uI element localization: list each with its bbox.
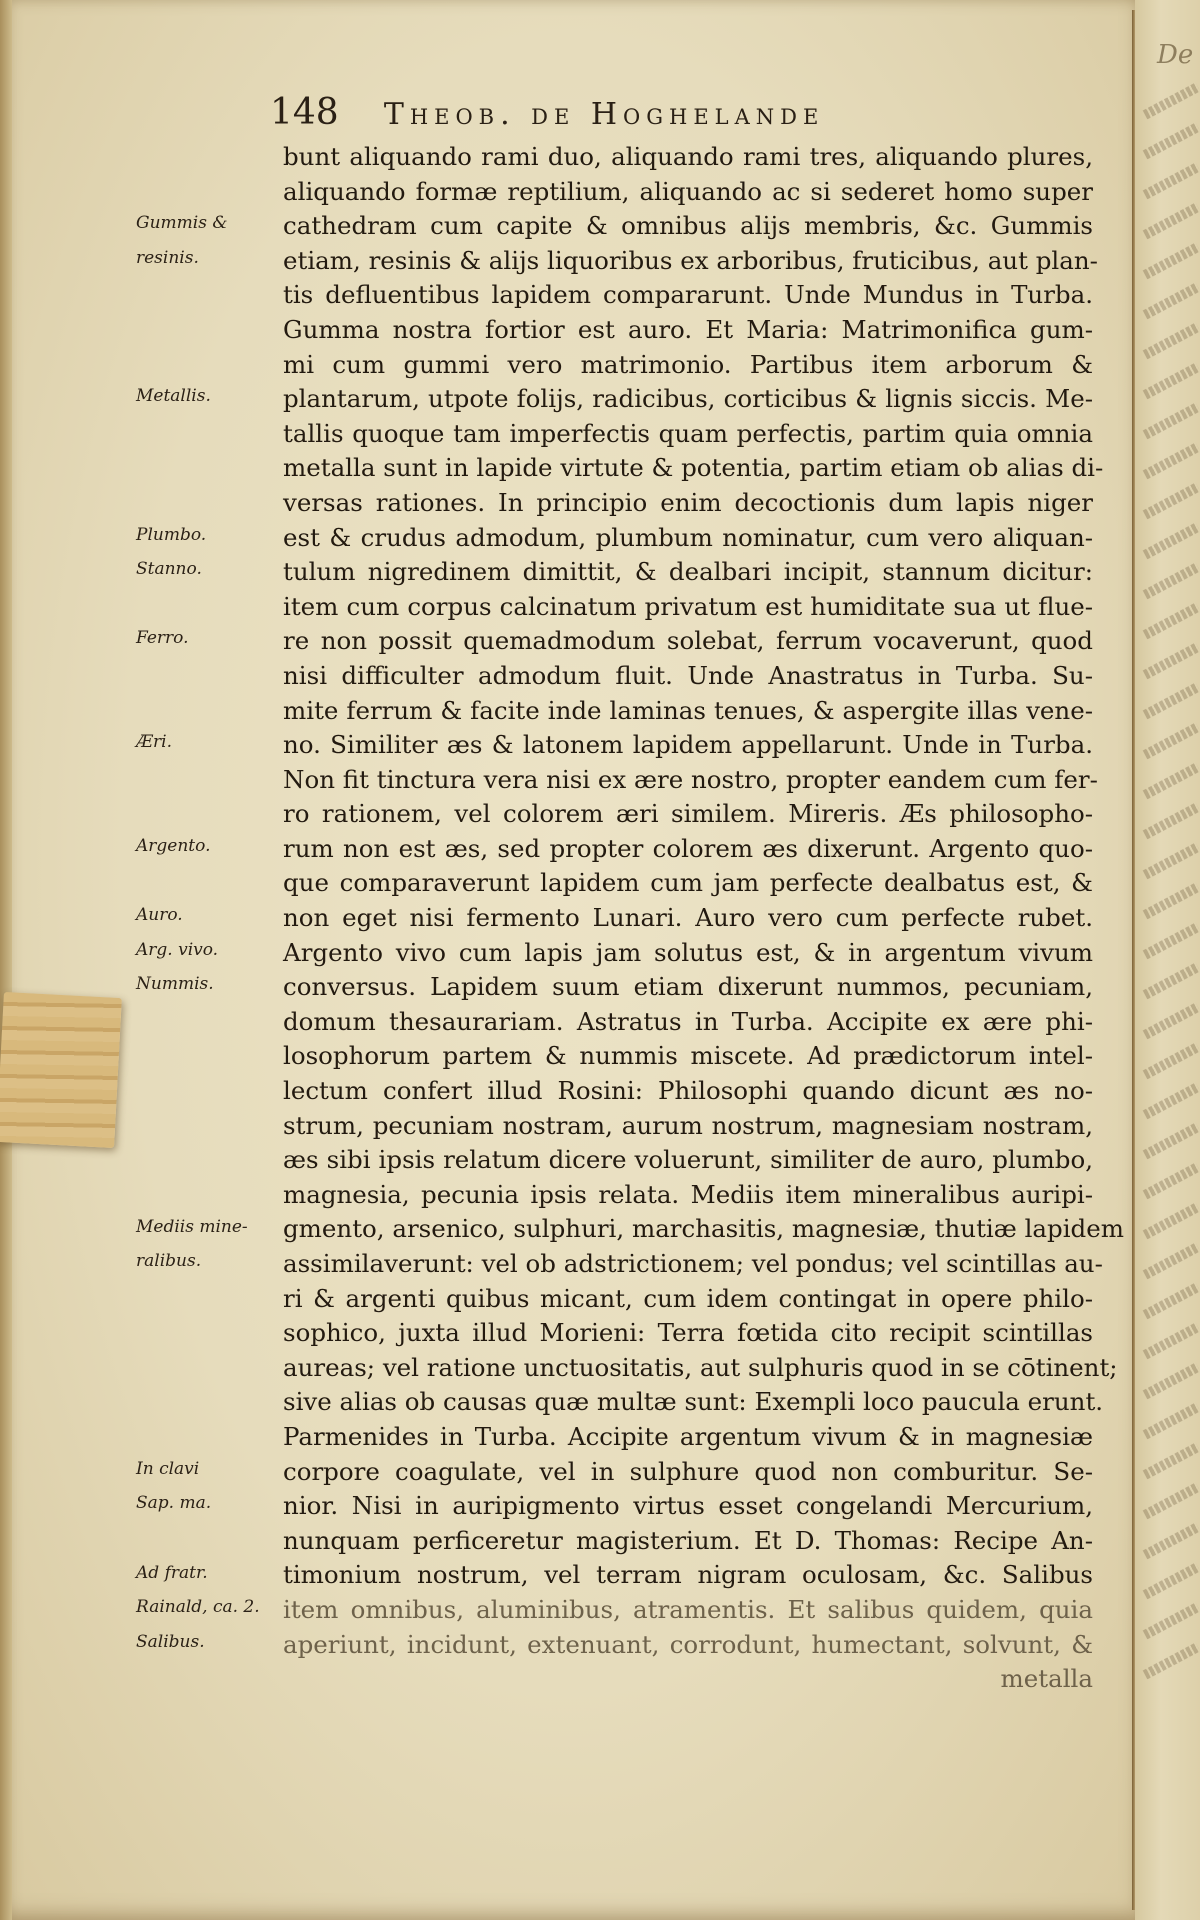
text-line <box>283 417 1093 452</box>
facing-page-text-fragment <box>1143 642 1200 679</box>
text-line <box>283 1420 1093 1455</box>
facing-page-text-fragment <box>1143 322 1200 359</box>
text-line-content: plantarum, utpote folijs, radicibus, corticibus & lignis siccis. Me- <box>283 384 1093 414</box>
facing-page-text-fragment <box>1143 242 1200 279</box>
text-line <box>283 244 1098 279</box>
text-line-content: Gumma nostra fortior est auro. Et Maria: Matrimonifica gum- <box>283 314 1093 344</box>
text-line-content: no. Similiter æs & latonem lapidem appellarunt. Unde in Turba. <box>283 730 1093 760</box>
text-line <box>283 1212 1124 1247</box>
text-line-content: losophorum partem & nummis miscete. Ad prædictorum intel- <box>283 1041 1093 1071</box>
facing-page-text-fragment <box>1143 722 1200 759</box>
facing-page-text-fragment <box>1143 82 1200 119</box>
text-line <box>283 1351 1118 1386</box>
text-line-content: gmento, arsenico, sulphuri, marchasitis, magnesiæ, thutiæ lapidem <box>283 1214 1124 1244</box>
text-line <box>283 970 1093 1005</box>
facing-page-text-fragment <box>1143 802 1200 839</box>
text-line <box>283 1316 1093 1351</box>
facing-page-text-fragment <box>1143 1162 1200 1199</box>
text-line <box>283 555 1093 590</box>
text-line <box>283 936 1093 971</box>
facing-page-text-fragment <box>1143 1602 1200 1639</box>
facing-page-text-fragment <box>1143 1082 1200 1119</box>
facing-page-text-fragment <box>1143 482 1200 519</box>
text-line-content: domum thesaurariam. Astratus in Turba. Accipite ex ære phi- <box>283 1006 1093 1036</box>
text-line <box>283 521 1093 556</box>
facing-page-text-fragment <box>1143 1482 1200 1519</box>
text-line <box>283 1628 1093 1663</box>
facing-page-edge <box>1135 0 1200 1920</box>
text-line-content: Parmenides in Turba. Accipite argentum vivum & in magnesiæ <box>283 1421 1093 1451</box>
margin-note: Æri. <box>136 732 172 753</box>
margin-note: Plumbo. <box>136 524 207 545</box>
text-line-content: magnesia, pecunia ipsis relata. Mediis item mineralibus auripi- <box>283 1179 1093 1209</box>
text-line-content: mi cum gummi vero matrimonio. Partibus item arborum & <box>283 349 1093 379</box>
facing-page-text-fragment <box>1143 1282 1200 1319</box>
facing-page-text-fragment <box>1143 1442 1200 1479</box>
facing-page-text-fragment <box>1143 1202 1200 1239</box>
text-line <box>283 1455 1093 1490</box>
text-line <box>283 866 1093 901</box>
text-line <box>283 590 1093 625</box>
running-head <box>270 92 824 133</box>
catchword <box>283 1662 1093 1697</box>
text-line <box>283 1178 1093 1213</box>
text-line-content: ro rationem, vel colorem æri similem. Mireris. Æs philosopho- <box>283 799 1093 829</box>
body-text-block <box>283 140 1124 1697</box>
text-line-content: nisi difficulter admodum fluit. Unde Anastratus in Turba. Su- <box>283 660 1093 690</box>
text-line-content: conversus. Lapidem suum etiam dixerunt nummos, pecuniam, <box>283 972 1093 1002</box>
facing-page-text-fragment <box>1143 1642 1200 1679</box>
text-line <box>283 1074 1093 1109</box>
text-line-content: rum non est æs, sed propter colorem æs dixerunt. Argento quo- <box>283 833 1093 863</box>
text-line-content: mite ferrum & facite inde laminas tenues, & aspergite illas vene- <box>283 695 1093 725</box>
text-line-content: ri & argenti quibus micant, cum idem contingat in opere philo- <box>283 1283 1093 1313</box>
margin-note: Gummis & <box>136 213 228 234</box>
facing-page-text-fragment <box>1143 1242 1200 1279</box>
facing-page-text-fragment <box>1143 1522 1200 1559</box>
page-left-edge <box>0 0 12 1920</box>
text-line-content: Argento vivo cum lapis jam solutus est, & in argentum vivum <box>283 937 1093 967</box>
margin-note: In clavi <box>136 1458 200 1479</box>
facing-page-text-fragment <box>1143 922 1200 959</box>
facing-page-text-fragment <box>1143 1322 1200 1359</box>
text-line <box>283 832 1093 867</box>
text-line-content: tallis quoque tam imperfectis quam perfectis, partim quia omnia <box>283 418 1093 448</box>
margin-note: Nummis. <box>136 974 214 995</box>
margin-note: Stanno. <box>136 559 202 580</box>
text-line <box>283 209 1093 244</box>
text-line-content: corpore coagulate, vel in sulphure quod non comburitur. Se- <box>283 1456 1093 1486</box>
facing-page-text-fragment <box>1143 1362 1200 1399</box>
text-line <box>283 1282 1093 1317</box>
facing-page-text-fragment <box>1143 1402 1200 1439</box>
text-line <box>283 1489 1093 1524</box>
text-line <box>283 624 1093 659</box>
facing-page-text-fragment <box>1143 362 1200 399</box>
text-line-content: sophico, juxta illud Morieni: Terra fœtida cito recipit scintillas <box>283 1318 1093 1348</box>
text-line-content: strum, pecuniam nostram, aurum nostrum, magnesiam nostram, <box>283 1110 1093 1140</box>
text-line-content: assimilaverunt: vel ob adstrictionem; vel pondus; vel scintillas au- <box>283 1249 1103 1278</box>
text-line-content: est & crudus admodum, plumbum nominatur, cum vero aliquan- <box>283 522 1093 552</box>
text-line <box>283 1109 1093 1144</box>
paper-bookmark-strip <box>0 992 122 1148</box>
text-line-content: que comparaverunt lapidem cum jam perfecte dealbatus est, & <box>283 868 1093 898</box>
text-line <box>283 1143 1093 1178</box>
facing-page-text-fragment <box>1143 162 1200 199</box>
text-line-content: item omnibus, aluminibus, atramentis. Et salibus quidem, quia <box>283 1594 1093 1624</box>
text-line <box>283 382 1093 417</box>
text-line <box>283 694 1093 729</box>
facing-page-text-fragment <box>1143 202 1200 239</box>
text-line <box>283 901 1093 936</box>
margin-note: Sap. ma. <box>136 1493 212 1514</box>
facing-page-text-fragment <box>1143 962 1200 999</box>
margin-note: Arg. vivo. <box>136 939 219 960</box>
text-line <box>283 348 1093 383</box>
text-line <box>283 728 1093 763</box>
facing-page-head: De <box>1157 40 1194 70</box>
margin-note: Metallis. <box>136 386 211 407</box>
facing-page-text-fragment <box>1143 1562 1200 1599</box>
text-line <box>283 1005 1093 1040</box>
margin-note: Salibus. <box>136 1631 205 1652</box>
margin-note: Auro. <box>136 905 183 926</box>
facing-page-text-fragment <box>1143 282 1200 319</box>
text-line-content: non eget nisi fermento Lunari. Auro vero cum perfecte rubet. <box>283 903 1093 933</box>
margin-note: Mediis mine- <box>136 1216 248 1237</box>
facing-page-text-fragment <box>1143 562 1200 599</box>
text-line-content: tis defluentibus lapidem compararunt. Unde Mundus in Turba. <box>283 280 1093 310</box>
text-line-content: cathedram cum capite & omnibus alijs membris, &c. Gummis <box>283 211 1093 241</box>
text-line-content: nunquam perficeretur magisterium. Et D. Thomas: Recipe An- <box>283 1525 1093 1555</box>
running-head-title: Theob. de Hoghelande <box>383 97 825 132</box>
text-line-content: aureas; vel ratione unctuositatis, aut sulphuris quod in se cōtinent; <box>283 1352 1118 1382</box>
margin-note: Argento. <box>136 836 211 856</box>
margin-note: resinis. <box>136 247 199 268</box>
facing-page-text-fragment <box>1143 1002 1200 1039</box>
text-line <box>283 763 1098 798</box>
text-line-content: tulum nigredinem dimittit, & dealbari incipit, stannum dicitur: <box>283 557 1093 587</box>
margin-note: ralibus. <box>136 1251 202 1272</box>
facing-page-text-fragment <box>1143 602 1200 639</box>
text-line-content: nior. Nisi in auripigmento virtus esset congelandi Mercurium, <box>283 1491 1093 1521</box>
facing-page-text-fragment <box>1143 402 1200 439</box>
text-line <box>283 1385 1104 1420</box>
text-line-content: metalla sunt in lapide virtute & potentia, partim etiam ob alias di- <box>283 453 1104 483</box>
text-line-content: etiam, resinis & alijs liquoribus ex arboribus, fruticibus, aut plan- <box>283 245 1098 275</box>
text-line-content: aperiunt, incidunt, extenuant, corrodunt, humectant, solvunt, & <box>283 1629 1093 1659</box>
facing-page-text-fragment <box>1143 1042 1200 1079</box>
text-line-content: versas rationes. In principio enim decoctionis dum lapis niger <box>283 487 1093 517</box>
text-line-content: aliquando formæ reptilium, aliquando ac si sederet homo super <box>283 176 1093 206</box>
text-line-content: re non possit quemadmodum solebat, ferrum vocaverunt, quod <box>283 626 1093 656</box>
facing-page-text-fragment <box>1143 442 1200 479</box>
text-line <box>283 1558 1093 1593</box>
facing-page-text-fragment <box>1143 1122 1200 1159</box>
text-line-content: bunt aliquando rami duo, aliquando rami tres, aliquando plures, <box>283 142 1093 171</box>
text-line-content: Non fit tinctura vera nisi ex ære nostro, propter eandem cum fer- <box>283 764 1098 794</box>
text-line <box>283 1247 1103 1282</box>
text-line-content: æs sibi ipsis relatum dicere voluerunt, similiter de auro, plumbo, <box>283 1145 1093 1175</box>
text-line-content: sive alias ob causas quæ multæ sunt: Exempli loco paucula erunt. <box>283 1387 1104 1417</box>
text-line <box>283 486 1093 521</box>
margin-note: Ad fratr. <box>136 1562 208 1583</box>
margin-note: Rainald, ca. 2. <box>136 1597 260 1618</box>
text-line <box>283 1524 1093 1559</box>
text-line <box>283 278 1093 313</box>
text-line <box>283 1593 1093 1628</box>
text-line-content: item cum corpus calcinatum privatum est humiditate sua ut flue- <box>283 591 1093 621</box>
text-line <box>283 659 1093 694</box>
text-line <box>283 175 1093 210</box>
facing-page-text-fragment <box>1143 682 1200 719</box>
facing-page-text-fragment <box>1143 882 1200 919</box>
facing-page-text-fragment <box>1143 762 1200 799</box>
text-line <box>283 797 1093 832</box>
text-line <box>283 1039 1093 1074</box>
facing-page-text-fragment <box>1143 122 1200 159</box>
text-line <box>283 313 1093 348</box>
facing-page-text-fragment <box>1143 842 1200 879</box>
text-line <box>283 451 1104 486</box>
page-number: 148 <box>270 92 339 133</box>
margin-note: Ferro. <box>136 628 189 649</box>
text-line-content: lectum confert illud Rosini: Philosophi quando dicunt æs no- <box>283 1076 1093 1106</box>
text-line <box>283 140 1093 175</box>
facing-page-text-fragment <box>1143 522 1200 559</box>
text-line-content: timonium nostrum, vel terram nigram oculosam, &c. Salibus <box>283 1560 1093 1590</box>
catchword-text: metalla <box>1000 1664 1093 1694</box>
